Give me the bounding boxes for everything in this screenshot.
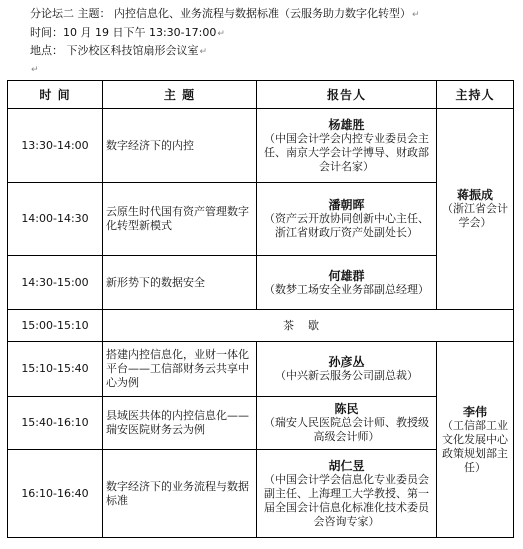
blank-line [30,61,39,78]
reporter-affiliation: （数梦工场安全业务部副总经理） [264,282,429,296]
reporter-affiliation: （瑞安人民医院总会计师、教授级高级会计师） [264,416,429,443]
host-cell [437,342,514,538]
forum-time: 时间：10 月 19 日下午 13:30-17:00 [30,26,217,39]
topic-cell: 数字经济下的内控 [103,109,257,183]
reporter-cell [257,183,437,256]
reporter-affiliation: （中国会计学会信息化专业委员会副主任、上海理工大学教授、第一届全国会计信息化标准化技术委员会咨询专家） [264,472,429,528]
reporter-name: 陈民 [334,402,359,416]
col-header-reporter: 报告人 [257,81,437,109]
host-name: 李伟 [462,404,487,419]
forum-time-line [30,25,225,42]
table-row-break [8,310,514,342]
topic-cell: 搭建内控信息化，业财一体化平台——工信部财务云共享中心为例 [103,342,257,397]
host-name: 蒋振成 [456,188,493,202]
reporter-affiliation: （中国会计学会内控专业委员会主任、南京大学会计学博导、财政部会计名家） [264,131,429,173]
time-cell: 15:00-15:10 [8,310,103,342]
time-cell: 15:40-16:10 [8,397,103,450]
forum-title-line [30,6,420,23]
paragraph-mark: ↵ [412,10,420,20]
time-cell: 14:00-14:30 [8,183,103,256]
paragraph-mark: ↵ [31,65,39,75]
reporter-cell [257,342,437,397]
paragraph-mark: ↵ [199,47,208,57]
col-header-host: 主持人 [437,81,514,109]
host-cell [437,109,514,310]
forum-location-line [30,43,207,60]
topic-cell: 新形势下的数据安全 [103,256,257,310]
reporter-name: 胡仁昱 [328,458,365,473]
reporter-affiliation: （资产云开放协同创新中心主任、浙江省财政厅资产处副处长） [264,212,429,239]
reporter-affiliation: （中兴新云服务公司副总裁） [275,369,418,382]
time-cell: 15:10-15:40 [8,342,103,397]
paragraph-mark: ↵ [217,29,225,39]
col-header-topic: 主 题 [103,81,257,109]
topic-cell: 县域医共体的内控信息化——瑞安医院财务云为例 [103,397,257,450]
time-cell: 14:30-15:00 [8,256,103,310]
topic-cell: 云原生时代国有资产管理数字化转型新模式 [103,183,257,256]
reporter-cell [257,397,437,450]
tea-break-cell: 茶歇 [103,310,514,342]
col-header-time: 时 间 [8,81,103,109]
table-row [8,109,514,183]
reporter-cell [257,450,437,538]
reporter-name: 孙彦丛 [328,355,365,369]
host-affiliation: （工信部工业文化发展中心政策规划部主任） [442,418,508,474]
reporter-name: 潘朝晖 [328,198,365,212]
table-header-row [8,81,514,109]
time-cell: 16:10-16:40 [8,450,103,538]
forum-title: 分论坛二 主题： 内控信息化、业务流程与数据标准（云服务助力数字化转型） [30,7,411,20]
table-row [8,342,514,397]
reporter-name: 何雄群 [328,268,365,283]
host-affiliation: （浙江省会计学会） [442,202,508,229]
forum-location: 地点： 下沙校区科技馆扇形会议室 [30,44,199,57]
reporter-name: 杨雄胜 [328,117,365,132]
topic-cell: 数字经济下的业务流程与数据标准 [103,450,257,538]
reporter-cell [257,256,437,310]
time-cell: 13:30-14:00 [8,109,103,183]
schedule-table [7,80,514,538]
reporter-cell [257,109,437,183]
